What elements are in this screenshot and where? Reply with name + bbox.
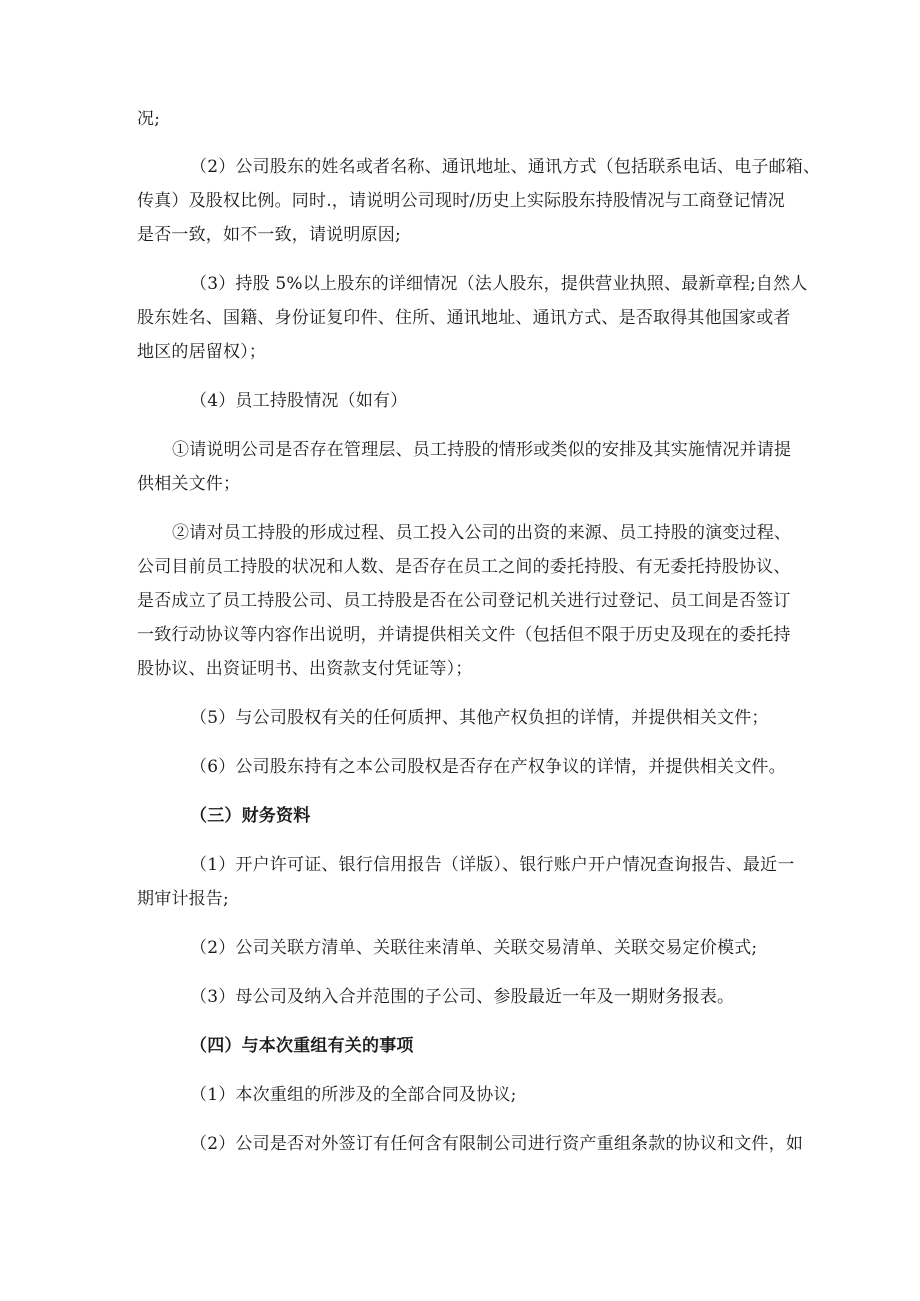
text-line: 传真）及股权比例。同时.，请说明公司现时/历史上实际股东持股情况与工商登记情况: [137, 191, 785, 211]
text-line: ①请说明公司是否存在管理层、员工持股的情形或类似的安排及其实施情况并请提: [172, 440, 792, 460]
text-line: ②请对员工持股的形成过程、员工投入公司的出资的来源、员工持股的演变过程、: [172, 523, 792, 543]
text-line: 供相关文件；: [137, 474, 241, 494]
text-line: 股协议、出资证明书、出资款支付凭证等）；: [137, 659, 473, 679]
section-heading: （三）财务资料: [190, 806, 311, 826]
section-heading: （四）与本次重组有关的事项: [190, 1036, 414, 1056]
text-line: （6）公司股东持有之本公司股权是否存在产权争议的详情，并提供相关文件。: [190, 757, 786, 777]
text-line: （3）母公司及纳入合并范围的子公司、参股最近一年及一期财务报表。: [190, 987, 735, 1007]
text-line: （5）与公司股权有关的任何质押、其他产权负担的详情，并提供相关文件；: [190, 708, 769, 728]
text-line: （1）开户许可证、银行信用报告（详版）、银行账户开户情况查询报告、最近一: [190, 855, 795, 875]
text-line: 地区的居留权）；: [137, 342, 267, 362]
text-line: 是否成立了员工持股公司、员工持股是否在公司登记机关进行过登记、员工间是否签订: [137, 591, 791, 611]
text-line: 况;: [137, 109, 161, 129]
text-line: （2）公司股东的姓名或者名称、通讯地址、通讯方式（包括联系电话、电子邮箱、: [190, 157, 821, 177]
text-line: 一致行动协议等内容作出说明，并请提供相关文件（包括但不限于历史及现在的委托持: [137, 625, 791, 645]
text-line: （2）公司是否对外签订有任何含有限制公司进行资产重组条款的协议和文件，如: [190, 1134, 804, 1154]
text-line: （3）持股 5%以上股东的详细情况（法人股东，提供营业执照、最新章程;自然人: [190, 274, 808, 294]
text-line: （2）公司关联方清单、关联往来清单、关联交易清单、关联交易定价模式;: [190, 938, 758, 958]
text-line: 期审计报告;: [137, 889, 229, 909]
text-line: 是否一致，如不一致，请说明原因;: [137, 225, 401, 245]
text-line: 公司目前员工持股的状况和人数、是否存在员工之间的委托持股、有无委托持股协议、: [137, 557, 791, 577]
section-heading: （4）员工持股情况（如有）: [190, 391, 408, 411]
text-line: 股东姓名、国籍、身份证复印件、住所、通讯地址、通讯方式、是否取得其他国家或者: [137, 308, 791, 328]
text-line: （1）本次重组的所涉及的全部合同及协议;: [190, 1085, 517, 1105]
